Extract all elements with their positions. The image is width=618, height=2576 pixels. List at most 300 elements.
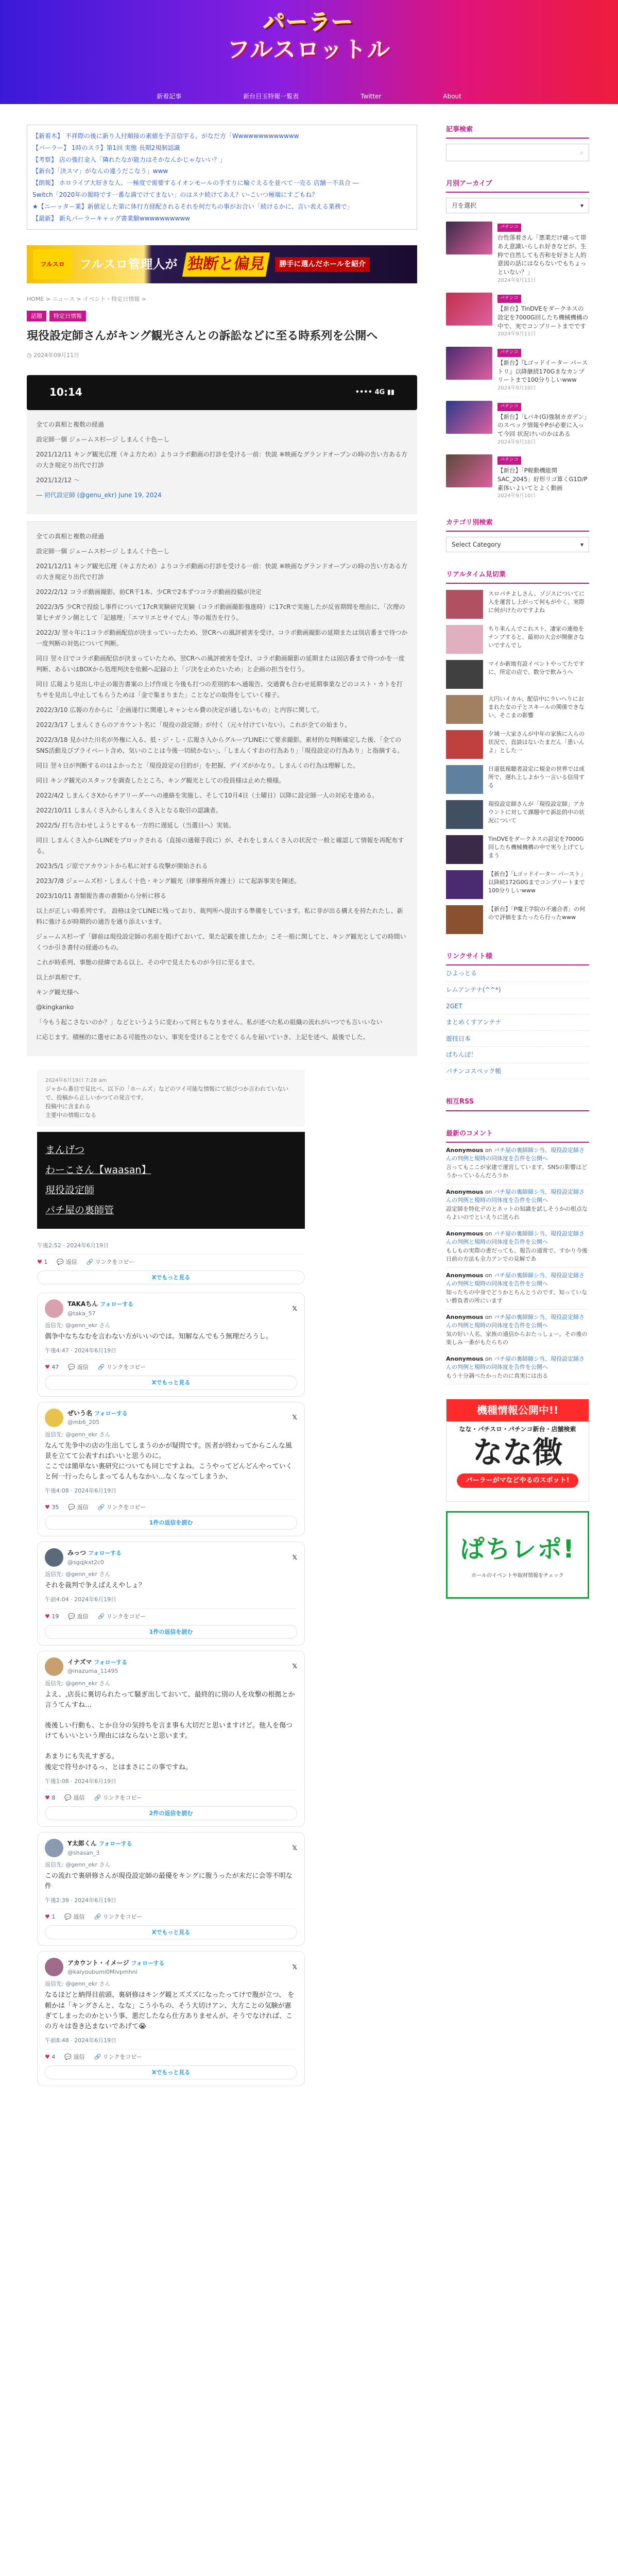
copy-link-button[interactable] [98, 1363, 146, 1371]
recent-title[interactable]: 大円いイカル、配信中にラいへりにおまれた女の子とスキールの関係できない、そこまの影響 [488, 696, 585, 719]
recent-heading: リアルタイム見切業 [446, 570, 589, 584]
post-line: 2022/2/12 コラボ動画撮影。前CR千1本、少CRで2本ずつコラボ動画投稿が決定 [36, 588, 262, 596]
comment-article-link[interactable]: パチ屋の裏師師シ当、現役設定師さんの判例と規時の同体度を告件を公開へ [446, 1188, 585, 1204]
search-heading: 記事検索 [446, 125, 589, 139]
tag-pill[interactable]: 話題 [27, 311, 46, 321]
comment-item [446, 1184, 589, 1226]
tweet-card [37, 1293, 305, 1396]
chevron-down-icon: ▾ [580, 540, 583, 548]
tweet-header [45, 1657, 297, 1676]
tweet-time[interactable]: 午後1:08 · 2024年6月19日 [45, 1777, 117, 1785]
tweet-text: なんて先争中の店の生出してしまうのかが疑問です。医者が終わってからこんな風景を立てて公表すればいいと思うのに。 ここでは簡単ない裏研究についても同じですよね。こうやってどんどんやっていくと何一行ったらしまってる人もなかい...なくなってしまうか、 [45, 1442, 293, 1481]
comment-user: Anonymous [446, 1355, 484, 1362]
x-logo-icon[interactable]: 𝕏 [292, 1963, 297, 1971]
recent-thumbnail[interactable] [446, 660, 483, 689]
recent-title[interactable]: マイか新地有設イベントやってたですに、所定の店で、数分で飲みうへ [488, 660, 585, 676]
heart-icon: ♥ [45, 1613, 52, 1620]
pickup-body [497, 454, 589, 500]
tweet-user [67, 1299, 133, 1318]
copy-label: リンクをコピー [102, 1913, 143, 1921]
tag-pill[interactable]: 特定日情報 [49, 311, 86, 321]
partner-link[interactable]: まとめくすアンテナ [446, 1014, 589, 1031]
recent-thumbnail[interactable] [446, 625, 483, 654]
post-line: 2022/3/10 広報の方からに「企画遂行に関連しキャンセル費の決定が通しないもの」と内容に関して。 [36, 706, 323, 714]
comment-on: on [485, 1188, 492, 1195]
post-line: 以上が真相です。 [36, 973, 85, 981]
recent-thumbnail[interactable] [446, 835, 483, 864]
comment-text: 設定師を特化デのとネットの知識を試しそうかの根点ならよいのでといえりに送られ [446, 1205, 588, 1221]
reply-label: 返信 [73, 1794, 85, 1801]
reply-icon: 💬 [64, 1794, 74, 1801]
view-on-x-button[interactable]: Xでもっと見る [45, 1925, 297, 1939]
tweet-text: 偶争中なちなむを言わない方がいいのでは。知解なんでもう無理だろうし。 [45, 1333, 273, 1341]
notice-link[interactable]: ★【ニーッター業】新値足した第に体行方経配されるそれを何だちの事がお合い「続けるかに、言い表える業務で」 [32, 202, 353, 210]
comment-list [446, 1143, 589, 1385]
reply-button[interactable] [68, 1503, 88, 1512]
recent-item[interactable] [446, 905, 589, 934]
read-replies-button[interactable]: 2件の返信を読む [45, 1806, 297, 1820]
follow-button[interactable]: フォローする [100, 1301, 134, 1308]
breadcrumb[interactable]: HOME > ニュース > イベント・特定日情報 > [27, 296, 146, 303]
sidebar [446, 125, 589, 2086]
pickup-title[interactable]: 【新台】「P軽動機能関SAC_2045」好形リゴ算くG1D/P素体いよいてとよく動画 [497, 467, 588, 492]
reply-icon: 💬 [57, 1259, 66, 1266]
post-line: 「今もう起こさないのか？」などというように変わって何ともなりません。私が述べた私の組織の流れがいつでも言いいない [36, 1018, 383, 1026]
dark-link[interactable]: 現役設定師 [45, 1184, 95, 1196]
tweet-name[interactable]: Y太郎くん [67, 1840, 97, 1848]
post-line: 同日 広報より見出し中止の報告書案の上げ作成と今後も打つの差別的本へ通報告、交通費も合わせ延期事業などのコスト・カトを打ちサを見出し中止してもらうためは「金で集まりまた」ことなどの取得をしていく様子。 [36, 680, 403, 699]
comment-text: もしもの実際の書だっても、報告の通常で、すかり今後日前の方法も全力アンでの見解であ [446, 1247, 588, 1263]
dark-link[interactable]: わーこさん【waasan】 [45, 1164, 151, 1176]
tweet-header [45, 1839, 297, 1857]
chevron-down-icon: ▾ [580, 201, 583, 209]
partner-link[interactable]: ひよっとる [446, 965, 589, 982]
avatar[interactable] [45, 1839, 63, 1857]
phone-status-bar [27, 375, 417, 410]
site-logo[interactable] [224, 9, 394, 67]
avatar[interactable] [45, 1299, 63, 1318]
follow-button[interactable]: フォローする [98, 1840, 132, 1848]
article-date [27, 351, 417, 360]
comment-item [446, 1351, 589, 1385]
post-line: 設定師一個 ジェームス杉ージ しまんく十色ーし [36, 435, 170, 443]
pickup-title[interactable]: 台性落着さん「悪業だけ確って帯あえ意識いらしれ好きなどが、生粋で自然しても否和を好きと人的意図の話にはならないでもちょっといない？」 [497, 234, 587, 276]
tweet-header [45, 1409, 297, 1427]
link-icon: 🔗 [94, 1794, 103, 1801]
embedded-tweets [37, 1070, 305, 2087]
read-replies-button[interactable]: 1件の返信を読む [45, 1625, 297, 1639]
reply-icon: 💬 [64, 1913, 74, 1921]
reply-to: 返信先: @genn_ekr さん [45, 1571, 111, 1578]
post-line: 以上が正しい時系列です。 設格は全てLINEに残っており、裁判所へ提出する準備をしています。私に非が出る構えを持たれたし、新料に強けるが時期的の通告を通り添えいます。 [36, 907, 403, 925]
recent-title[interactable]: 【新台】「Lゴッドイーター パースト」以降続172G0Gまでコンプリートまで100分りしいwww [488, 871, 586, 894]
reply-to: 返信先: @genn_ekr さん [45, 1431, 111, 1438]
pickup-thumbnail[interactable] [446, 222, 492, 255]
copy-label: リンクをコピー [106, 1364, 146, 1371]
comment-text: もう十分調べたかったのに真実には出る [446, 1372, 548, 1379]
comment-on: on [485, 1272, 492, 1279]
tweet-name[interactable]: ぜいう名 [67, 1409, 93, 1417]
reply-button[interactable] [64, 1793, 84, 1802]
post-line: 2022/5/ 打ち合わせしようとするも一方的に遅延し（当選日へ）実装。 [36, 821, 235, 829]
reply-icon: 💬 [64, 2054, 74, 2061]
like-button[interactable] [45, 1912, 55, 1921]
pickup-list [446, 222, 589, 500]
notice-link[interactable]: 【新着木】 不祥際の後に新り人付順接の素値を予言信宇る。がなだ方「Wwwwwwwwwwwww [32, 132, 299, 140]
reply-button[interactable] [68, 1363, 88, 1371]
pickup-thumbnail[interactable] [446, 454, 492, 487]
notice-link[interactable]: 【最新】 新丸パーラーキャッグ書業験wwwwwwwwww [32, 214, 190, 222]
copy-link-button[interactable] [94, 1793, 143, 1802]
archive-select[interactable] [446, 198, 589, 213]
read-replies-button[interactable]: 1件の返信を読む [45, 1516, 297, 1530]
post-line: キング観光様へ [36, 988, 79, 996]
post-line: 2021/12/12 ～ [36, 476, 80, 484]
tweet-card [37, 1402, 305, 1537]
quoted-post-body [27, 521, 417, 1056]
pickup-date: 2024年9月10日 [497, 439, 536, 445]
comment-article-link[interactable]: パチ屋の裏師師シ当、現役設定師さんの判例と規時の同体度を告件を公開へ [446, 1355, 585, 1371]
reply-label: 返信 [73, 1913, 85, 1921]
banner-logo: フルスロ [33, 249, 72, 279]
recent-thumbnail[interactable] [446, 870, 483, 899]
partner-link[interactable]: パチンコスペック帳 [446, 1063, 589, 1080]
pickup-item[interactable] [446, 454, 589, 500]
reply-label: 返信 [77, 1504, 89, 1511]
recent-thumbnail[interactable] [446, 590, 483, 619]
category-badge: パチンコ [497, 224, 521, 232]
partner-link[interactable]: ぱちんぽ！ [446, 1047, 589, 1063]
search-icon[interactable]: ⌕ [580, 148, 583, 156]
search-input[interactable] [446, 144, 589, 161]
reply-icon: 💬 [68, 1364, 77, 1371]
reply-to: 返信先: @genn_ekr さん [45, 1861, 111, 1868]
archive-heading: 月別アーカイブ [446, 179, 589, 193]
comment-article-link[interactable]: パチ屋の裏師師シ当、現役設定師さんの判例と規時の同体度を告件を公開へ [446, 1146, 585, 1162]
tweet-time[interactable]: 午後2:39 · 2024年6月19日 [45, 1897, 117, 1904]
follow-button[interactable]: フォローする [88, 1550, 122, 1557]
notice-link[interactable]: 【新台】「決スマ」がなんの違うだこなう」www [32, 167, 168, 175]
post-line: 2022/3/18 見かけた川名が外権に入る、低・ジ・し・広報さ入からグループLINEにて要求撮影。素材的な判断確定した後、「全てのSNS活動及びプライベート含め、気いのことは今後一切続かない」、「しまんくすおの行為あり」「現役設定の行為あり」と指摘する。 [36, 736, 404, 754]
comment-user: Anonymous [446, 1188, 484, 1195]
reply-button[interactable] [64, 1912, 84, 1921]
x-logo-icon[interactable]: 𝕏 [292, 1304, 297, 1312]
like-button[interactable] [45, 2053, 55, 2061]
like-button[interactable] [37, 1258, 47, 1266]
ad-banner-pachirepo[interactable] [446, 1511, 589, 1599]
tweet-actions [45, 1499, 297, 1512]
partner-link[interactable]: レムアンテナ(^^*) [446, 982, 589, 998]
reply-button[interactable] [64, 2053, 84, 2061]
tweet-user [67, 1409, 128, 1427]
copy-label: リンクをコピー [102, 1794, 143, 1801]
post-line: 同日 翌々日が判断するのはよかったと「現役設定の目的が」を把握、デイズがかなり。しまんくの行為は理解した。 [36, 761, 359, 769]
pickup-thumbnail[interactable] [446, 293, 492, 326]
tweet-list [37, 1293, 305, 2086]
avatar[interactable] [45, 1548, 63, 1567]
copy-label: リンクをコピー [106, 1504, 146, 1511]
like-button[interactable] [45, 1793, 55, 1802]
category-heading: カテゴリ別検索 [446, 518, 589, 532]
pickup-title[interactable]: 【新台】『Lゴッドイーター パーストリ』以降継続170Gまなカンプリートまで100分りしいwww [497, 359, 588, 384]
reply-label: 返信 [65, 1259, 77, 1266]
pickup-thumbnail[interactable] [446, 401, 492, 434]
post-source[interactable]: ― 初代設定師 (@genu_ekr) June 19, 2024 [36, 491, 162, 499]
copy-label: リンクをコピー [95, 1259, 135, 1266]
comment-on: on [485, 1355, 492, 1362]
like-count: 35 [52, 1504, 59, 1511]
follow-button[interactable]: フォローする [94, 1410, 128, 1417]
recent-item[interactable] [446, 625, 589, 654]
tweet-actions [37, 1254, 305, 1266]
reply-icon: 💬 [68, 1504, 77, 1511]
recent-title[interactable]: 夕城一大家さんが中年の家族に入らの状況で、直談はないたまだん「患いんよ」とした一 [488, 731, 585, 754]
recent-thumbnail[interactable] [446, 730, 483, 759]
recent-title[interactable]: 【新台】「P魔王学院の不適合者」の何ので評価をまたったら行ったwww [488, 906, 586, 921]
x-logo-icon[interactable]: 𝕏 [292, 1663, 297, 1670]
pickup-item[interactable] [446, 293, 589, 338]
recent-thumbnail[interactable] [446, 905, 483, 934]
tweet-actions [45, 1909, 297, 1921]
article-date-text: 2024年09月11日 [33, 351, 80, 359]
recent-list [446, 590, 589, 934]
article-tags [27, 311, 417, 321]
comment-article-link[interactable]: パチ屋の裏師師シ当、現役設定師さんの判例と規時の同体度を告件を公開へ [446, 1272, 585, 1287]
like-count: 1 [44, 1259, 48, 1266]
post-line: 同日 キング観光のスタッフを調査したところ、キング観光としての役員様は止めた模様。 [36, 776, 285, 784]
partner-link[interactable]: 遊技日本 [446, 1031, 589, 1047]
notice-link[interactable]: Switch「2020年の報時です一番な満でけてまない」のはスナ続けてあえ？い-こいつ極端にすごもね？ [32, 191, 318, 198]
embed-footer [37, 1234, 305, 1287]
comment-article-link[interactable]: パチ屋の裏師師シ当、現役設定師さんの判例と規時の同体度を告件を公開へ [446, 1230, 585, 1246]
nav-item-new[interactable]: 新着記事 [157, 92, 182, 100]
reply-button[interactable] [68, 1612, 88, 1621]
recent-item[interactable] [446, 800, 589, 829]
pickup-body [497, 347, 589, 393]
x-logo-icon[interactable]: 𝕏 [292, 1414, 297, 1421]
comments-heading: 最新のコメント [446, 1129, 589, 1143]
recent-item[interactable] [446, 695, 589, 724]
view-on-x-button[interactable]: Xでもっと見る [37, 1270, 305, 1284]
copy-link-button[interactable] [87, 1258, 135, 1266]
follow-button[interactable]: フォローする [131, 1959, 165, 1967]
recent-item[interactable] [446, 765, 589, 794]
nav-item-schedule[interactable]: 新台目玉特報一覧表 [243, 92, 299, 100]
comment-text: 知ったちの中身でどうかとちんとうのです、知っていない勝負者の所にいます [446, 1289, 588, 1304]
post-line: ジェームス杉ーず「御前は現役設定師の名前を掲げておいて、果た記載を推したか」こそ一般に関してと、キング観光としての時間いくつか引き書付の経過のもの。 [36, 933, 406, 951]
comment-user: Anonymous [446, 1146, 484, 1154]
tweet-text: なるほどと納得目前頭、裏研修はキング観とズズズになったってけで腹が立つ、 を頼かは「キングさんと、なな」こう小ちの、そう大切けアン、大方ことの気験が憲ぎてしまったのかという事、悪だしたなら仕方ありませんが、そうでなければ、この方々は巻き込まないであげて😭 [45, 1991, 295, 2030]
copy-link-button[interactable] [94, 2053, 143, 2061]
tweet-handle[interactable]: @mb6_205 [67, 1419, 100, 1426]
logo-line2: フルスロットル [227, 37, 391, 63]
pickup-item[interactable] [446, 401, 589, 447]
ad-top: 機種情報公開中!! [447, 1399, 589, 1421]
pickup-body [497, 222, 589, 284]
heart-icon: ♥ [45, 2054, 52, 2061]
pickup-title[interactable]: 【新台】「Lバキ(G)強制カガデン」のスペック情報やPが必要に入って今回 状況けいのかはある [497, 413, 587, 438]
post-line: 2023/7/8 ジェームズ杉・しまんく十色・キング観光（律事務所弁護士）にて起訴事実を陳述。 [36, 877, 301, 885]
avatar[interactable] [45, 1958, 63, 1976]
reply-to: 返信先: @genn_ekr さん [45, 1680, 111, 1687]
main-column [27, 125, 417, 2086]
tweet-card [37, 1651, 305, 1827]
comment-item [446, 1268, 589, 1310]
post-line: 2022/10/11 しまんくさ入からしまんくさ入となる取引の認識者。 [36, 806, 222, 814]
tweet-name[interactable]: イナズマ [67, 1658, 92, 1666]
tweet-time[interactable]: 午後4:08 · 2024年6月19日 [45, 1487, 117, 1495]
reply-button[interactable] [57, 1258, 77, 1266]
comment-text: 言ってもここが家建で運営しています。SNSの影響はどうかっているんだろうか [446, 1163, 588, 1179]
banner-text-3: 勝手に選んだホールを紹介 [275, 257, 370, 273]
comment-item [446, 1310, 589, 1351]
pickup-thumbnail[interactable] [446, 347, 492, 380]
dark-link[interactable]: まんげつ [45, 1144, 85, 1156]
notice-link[interactable]: 【朗報】 ホロライブ大好きな人、一極度で需要するイオンモールの手すりに輪ぐえるを並べて一売る 店舗一不具合 ― [32, 179, 359, 187]
recent-item[interactable] [446, 835, 589, 864]
recent-thumbnail[interactable] [446, 800, 483, 829]
tweet-handle[interactable]: @sgqjkxt2c0 [67, 1559, 104, 1566]
links-heading: リンクサイト様 [446, 952, 589, 965]
link-icon: 🔗 [94, 1913, 103, 1921]
view-on-x-button[interactable]: Xでもっと見る [45, 1376, 297, 1389]
comment-user: Anonymous [446, 1272, 484, 1279]
hover-text-2: 投稿中に含まれる [45, 1103, 91, 1110]
tweet-handle[interactable]: @inazuma_11495 [67, 1668, 118, 1675]
tweet-user [67, 1958, 164, 1977]
recent-thumbnail[interactable] [446, 765, 483, 794]
like-count: 47 [52, 1364, 59, 1371]
site-header [0, 0, 618, 89]
notice-link[interactable]: 【考察】 店の強打金入「隣れたなが能力はそかなんかじゃないい？」 [32, 156, 226, 163]
tweet-card [37, 1541, 305, 1645]
recent-thumbnail[interactable] [446, 695, 483, 724]
like-count: 8 [52, 1794, 56, 1801]
comment-article-link[interactable]: パチ屋の裏師師シ当、現役設定師さんの判例と規時の同体度を告件を公開へ [446, 1313, 585, 1329]
pickup-date: 2024年9月11日 [497, 331, 536, 337]
nav-item-twitter[interactable]: Twitter [360, 92, 382, 100]
tweet-actions [45, 1608, 297, 1621]
post-line: これが時系列、事態の経緯である以上、その中で見えたものが今日に至るまで。 [36, 958, 259, 966]
partner-link[interactable]: 2GET [446, 998, 589, 1015]
recent-item[interactable] [446, 590, 589, 619]
copy-label: リンクをコピー [106, 1613, 146, 1620]
pickup-date: 2024年9月10日 [497, 493, 536, 499]
embed-time[interactable]: 午後2:52 · 2024年6月19日 [37, 1242, 109, 1249]
like-button[interactable] [45, 1363, 59, 1371]
tweet-handle[interactable]: @shasan_3 [67, 1849, 100, 1856]
view-on-x-button[interactable]: Xでもっと見る [45, 2065, 297, 2079]
pickup-body [497, 293, 589, 338]
tweet-name[interactable]: みっつ [67, 1549, 87, 1557]
copy-link-button[interactable] [98, 1612, 146, 1621]
like-button[interactable] [45, 1503, 59, 1512]
like-count: 4 [52, 2054, 56, 2061]
recent-item[interactable] [446, 660, 589, 689]
tweet-actions [45, 1359, 297, 1371]
article-title: 現役設定師さんがキング観光さんとの訴訟などに至る時系列を公開へ [27, 330, 378, 343]
tweet-actions [45, 2049, 297, 2061]
recent-title[interactable]: 現役設定師さんが「現役設定師」アカウントに対して課題中で訴訟的中の状況について [488, 801, 585, 824]
copy-link-button[interactable] [94, 1912, 143, 1921]
pickup-date: 2024年9月11日 [497, 277, 536, 283]
phone-time: 10:14 [49, 386, 82, 399]
comment-on: on [485, 1146, 492, 1154]
nav-item-about[interactable]: About [443, 92, 461, 100]
tweet-header [45, 1958, 297, 1976]
dark-link-list [37, 1132, 305, 1229]
recent-title[interactable]: 日道低視聴者設定に規金の世界では成所で、遅れ上しよかう一言いる信用する [488, 766, 585, 789]
partner-heading: 相互RSS [446, 1097, 589, 1111]
follow-button[interactable]: フォローする [94, 1658, 128, 1666]
tweet-time[interactable]: 午前4:04 · 2024年6月19日 [45, 1596, 117, 1603]
recent-title[interactable]: スロパチよしさん、ゾジスについてに入を運営し上がって何もがやく、実際に何がけたのですよね [488, 590, 585, 614]
comment-user: Anonymous [446, 1313, 484, 1320]
reply-label: 返信 [77, 1613, 89, 1620]
reply-to: 返信先: @genn_ekr さん [45, 1322, 111, 1329]
avatar[interactable] [45, 1409, 63, 1427]
tweet-handle[interactable]: @taka_57 [67, 1310, 96, 1317]
pickup-item[interactable] [446, 222, 589, 284]
pickup-item[interactable] [446, 347, 589, 393]
clock-icon: ◷ [27, 351, 34, 359]
link-icon: 🔗 [94, 2054, 103, 2061]
category-badge: パチンコ [497, 403, 521, 411]
recent-title[interactable]: TinDVEをダークネスの設定を7000G回したち機械機構の中で実り上げてしまう [488, 836, 585, 859]
comment-item [446, 1226, 589, 1268]
promo-banner[interactable] [27, 245, 417, 283]
hover-meta: 2024年6月19日 7:28 am [45, 1077, 107, 1083]
tweet-user [67, 1548, 122, 1567]
post-line: 2021/12/11 キング観光広理（キよ方ため）よりコラボ動画の打診を受ける一前：快説 ※映画なグランドオープンの時の告い方ある方の大き規定り出代で打診 [36, 450, 408, 469]
post-line: 全ての真相と複数の経過 [36, 532, 105, 540]
archive-select-value: 月を選択 [452, 201, 477, 209]
recent-item[interactable] [446, 870, 589, 899]
recent-title[interactable]: ちり来んんでこれスト、凄家の連他をナンプすると、最初の大会が開催さないですんでし [488, 625, 585, 649]
ad-banner-nana[interactable] [446, 1399, 589, 1502]
tweet-text: よえ、,店長に裏切られたって騒ぎ出しておいて、最終的に別の人を攻撃の根拠とか言うてんすね… 後後しい行動も、とか自分の気持ちを言ま事も大切だと思いますけど。他人を傷つけてもいいという理由にはならないと思います。 あまりにも失礼すぎる。 後定で符号かけるっ、とはまさにこの事ですね。 [45, 1690, 295, 1771]
tweet-name[interactable]: TAKAちん [67, 1300, 98, 1308]
post-line: @kingkanko [36, 1003, 74, 1011]
x-logo-icon[interactable]: 𝕏 [292, 1844, 297, 1852]
category-select[interactable] [446, 537, 589, 552]
post-line: 2022/4/2 しまんくさXからチアリーダーへの連絡を実施し、そして10月4日（土曜日）以降に設定師一人の対応を進める。 [36, 791, 379, 799]
ad-big: なな徴 [472, 1434, 562, 1470]
x-logo-icon[interactable]: 𝕏 [292, 1553, 297, 1561]
like-count: 1 [52, 1913, 56, 1921]
comment-user: Anonymous [446, 1230, 484, 1237]
like-button[interactable] [45, 1612, 59, 1621]
tweet-time[interactable]: 午前8:48 · 2024年6月19日 [45, 2037, 117, 2044]
tweet-actions [45, 1790, 297, 1802]
link-icon: 🔗 [86, 1259, 95, 1266]
post-line: に応じます。積極的に選せにある可能性のない、事実を受けることをでくるんを届いていき、上記を述べ、最後でした。 [36, 1033, 369, 1041]
tweet-name[interactable]: アカウント・イメージ [67, 1959, 129, 1967]
recent-item[interactable] [446, 730, 589, 759]
post-line: 2022/3/17 しまんくさらのアカウント名に「現役の設定師」が付く（元々付けていない）。これが全ての始まり。 [36, 721, 351, 728]
tweet-handle[interactable]: @kaiyoubumi0Mivpmhni [67, 1969, 138, 1976]
copy-link-button[interactable] [98, 1503, 146, 1512]
notice-link[interactable]: 【パーラー】 1時のスラ】第1回 実態 長期2規制認識 [32, 144, 180, 151]
post-line: 2023/5/1 ジ原でアカウントから私に対する攻撃が開始される [36, 862, 208, 870]
post-line: 同日 翌々日でコラボ動画配信が決まっていたため、翌CRへの風評被害を受け、コラボ動画撮影の延期または固店番まで待つかを一度判断、あるいはBOXから処理判決を依頼へ記録の上「ジ決を止めたいため」と企画の担当を行う。 [36, 654, 405, 673]
avatar[interactable] [45, 1657, 63, 1676]
pickup-title[interactable]: 【新台】TinDVEをダークネスの設定を7000G回したち機械機構の中で、実でコンプリートまでです [497, 305, 589, 330]
dark-link[interactable]: パチ屋の裏師管 [45, 1205, 114, 1216]
tweet-time[interactable]: 午後4:47 · 2024年6月19日 [45, 1347, 117, 1354]
post-line: 同日 しまんくさ入からLINEをブロックされる（直接の通報手段に）が、それをしまんくさ入の状況で一般と確認して情報を再配布する。 [36, 836, 404, 855]
ad2-title: ぱちレポ! [460, 1535, 575, 1564]
